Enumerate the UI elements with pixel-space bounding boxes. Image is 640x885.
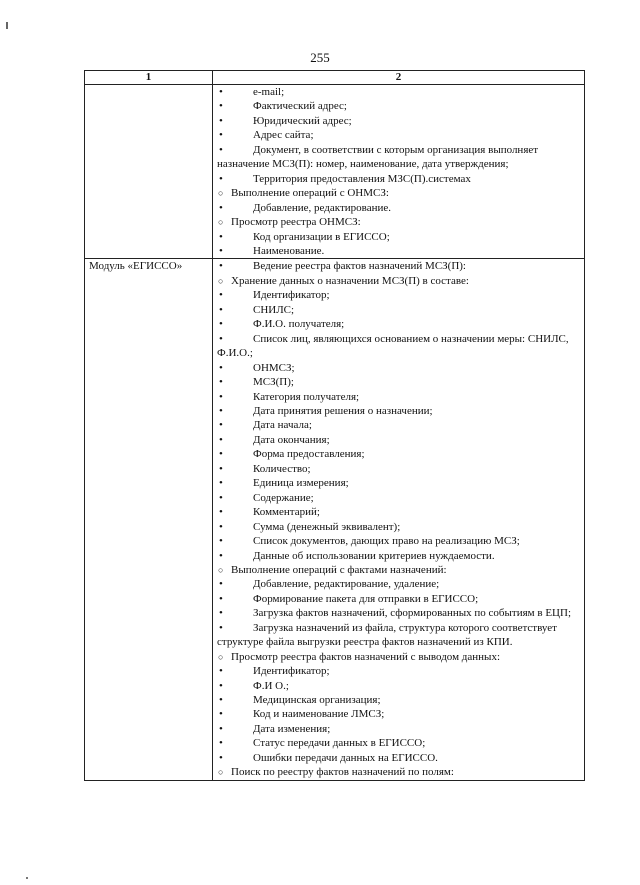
section-item: ○ Выполнение операций с фактами назначений: [217, 563, 580, 577]
list-item: • Ф.И О.; [217, 679, 580, 693]
feature-list [213, 85, 584, 258]
section-item: ○ Просмотр реестра фактов назначений с выводом данных: [217, 650, 580, 664]
list-item: • e-mail; [217, 85, 580, 99]
list-item: • Ф.И.О. получателя; [217, 317, 580, 331]
list-item: • Документ, в соответствии с которым организация выполняет назначение МСЗ(П): номер, наименование, дата утверждения; [217, 143, 580, 172]
feature-list [213, 259, 584, 779]
list-item: • Данные об использовании критериев нуждаемости. [217, 549, 580, 563]
section-item: ○ Хранение данных о назначении МСЗ(П) в составе: [217, 274, 580, 288]
list-item: • ОНМСЗ; [217, 361, 580, 375]
list-item: • Статус передачи данных в ЕГИССО; [217, 736, 580, 750]
list-item: • МСЗ(П); [217, 375, 580, 389]
list-item: • Адрес сайта; [217, 128, 580, 142]
list-item: • Загрузка фактов назначений, сформированных по событиям в ЕЦП; [217, 606, 580, 620]
list-item: • Категория получателя; [217, 390, 580, 404]
list-item: • Список документов, дающих право на реализацию МСЗ; [217, 534, 580, 548]
features-cell [213, 85, 585, 259]
list-item: • Идентификатор; [217, 288, 580, 302]
section-item: ○ Поиск по реестру фактов назначений по полям: [217, 765, 580, 779]
list-item: • Дата изменения; [217, 722, 580, 736]
list-item: • Дата принятия решения о назначении; [217, 404, 580, 418]
list-item: • Медицинская организация; [217, 693, 580, 707]
list-item: • Ведение реестра фактов назначений МСЗ(П): [217, 259, 580, 273]
module-cell [85, 85, 213, 259]
list-item: • Количество; [217, 462, 580, 476]
list-item: • Код и наименование ЛМСЗ; [217, 707, 580, 721]
list-item: • Ошибки передачи данных на ЕГИССО. [217, 751, 580, 765]
scan-artifact-dot [26, 877, 28, 879]
list-item: • Комментарий; [217, 505, 580, 519]
module-label: Модуль «ЕГИССО» [89, 260, 183, 273]
column-header-2: 2 [213, 71, 585, 85]
list-item: • Дата окончания; [217, 433, 580, 447]
list-item: • Форма предоставления; [217, 447, 580, 461]
list-item: • Добавление, редактирование, удаление; [217, 577, 580, 591]
module-cell [85, 259, 213, 780]
list-item: • Единица измерения; [217, 476, 580, 490]
list-item: • Наименование. [217, 244, 580, 258]
list-item: • Формирование пакета для отправки в ЕГИССО; [217, 592, 580, 606]
list-item: • СНИЛС; [217, 303, 580, 317]
list-item: • Загрузка назначений из файла, структура которого соответствует структуре файла выгрузки реестра фактов назначений из КПИ. [217, 621, 580, 650]
list-item: • Содержание; [217, 491, 580, 505]
table-header-row [85, 71, 585, 85]
list-item: • Сумма (денежный эквивалент); [217, 520, 580, 534]
requirements-table [84, 70, 585, 781]
list-item: • Территория предоставления МЗС(П).системах [217, 172, 580, 186]
list-item: • Список лиц, являющихся основанием о назначении меры: СНИЛС, Ф.И.О.; [217, 332, 580, 361]
list-item: • Идентификатор; [217, 664, 580, 678]
section-item: ○ Просмотр реестра ОНМСЗ: [217, 215, 580, 229]
list-item: • Код организации в ЕГИССО; [217, 230, 580, 244]
section-item: ○ Выполнение операций с ОНМСЗ: [217, 186, 580, 200]
scan-artifact-mark [6, 22, 8, 29]
page-number: 255 [310, 50, 330, 65]
list-item: • Дата начала; [217, 418, 580, 432]
list-item: • Добавление, редактирование. [217, 201, 580, 215]
table-row [85, 259, 585, 780]
list-item: • Фактический адрес; [217, 99, 580, 113]
features-cell [213, 259, 585, 780]
list-item: • Юридический адрес; [217, 114, 580, 128]
table-row [85, 85, 585, 259]
column-header-1: 1 [85, 71, 213, 85]
